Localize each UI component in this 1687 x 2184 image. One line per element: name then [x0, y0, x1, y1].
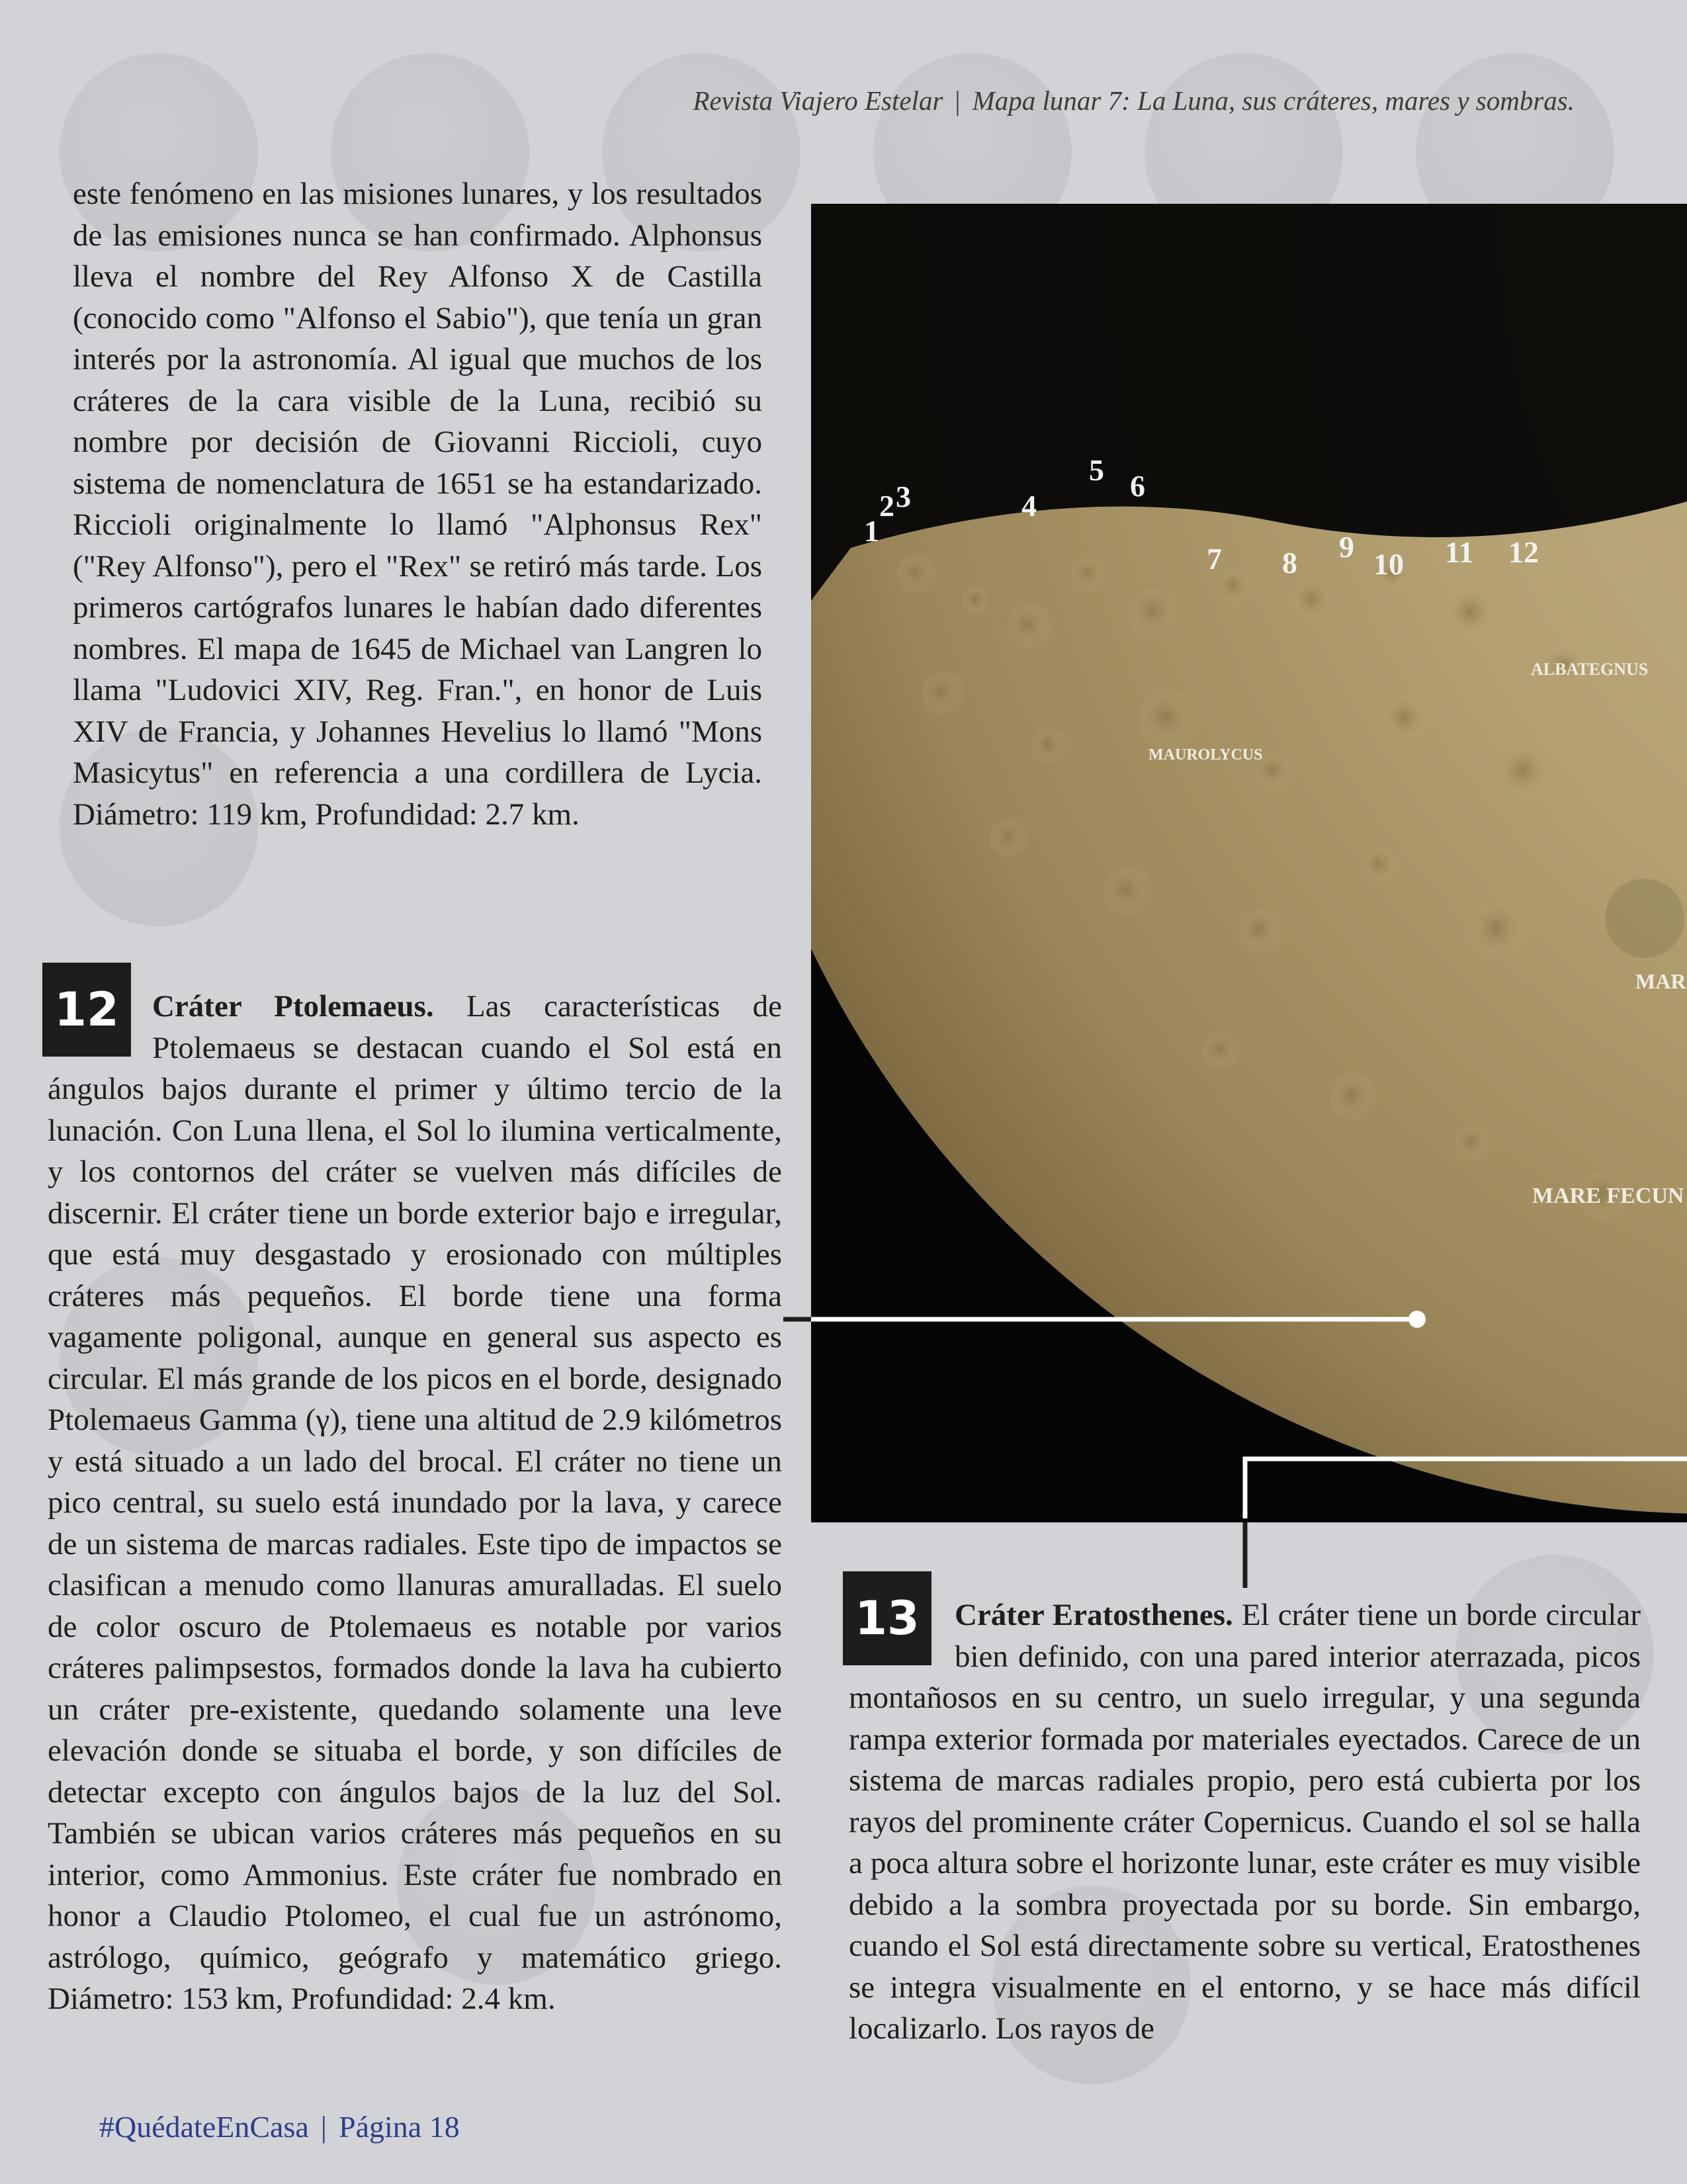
section-12-title: Cráter Ptolemaeus.	[152, 989, 434, 1024]
leader-dot-12	[1408, 1311, 1426, 1328]
leader-line-13	[1245, 1459, 1687, 1518]
header-separator: |	[955, 85, 961, 116]
crater-number-10: 10	[1373, 547, 1404, 581]
section-13-paragraph	[849, 1594, 1641, 2050]
crater-number-4: 4	[1021, 489, 1037, 523]
crater-number-9: 9	[1339, 530, 1354, 564]
footer-hashtag: #QuédateEnCasa	[99, 2110, 309, 2144]
crater-number-7: 7	[1207, 542, 1222, 576]
crater-number-12: 12	[1508, 535, 1539, 569]
label-mare: MAR	[1635, 969, 1686, 993]
crater-number-6: 6	[1130, 469, 1145, 503]
crater-number-1: 1	[864, 514, 879, 548]
label-maurolycus: MAUROLYCUS	[1148, 746, 1263, 764]
section-title: Mapa lunar 7: La Luna, sus cráteres, mares y sombras.	[972, 85, 1575, 116]
section-number-badge-13: 13	[843, 1571, 931, 1665]
section-12-text: Las características de Ptolemaeus se destacan cuando el Sol está en ángulos bajos durante el primer y último tercio de la lunación. Con Luna llena, el Sol lo ilumina verticalmente, y los contornos del cráter se vuelven más difíciles de discernir. El cráter tiene un borde exterior bajo e irregular, que está muy desgastado y erosionado con múltiples cráteres más pequeños. El borde tiene una forma vagamente poligonal, aunque en general sus aspecto es circular. El más grande de los picos en el borde, designado Ptolemaeus Gamma (γ), tiene una altitud de 2.9 kilómetros y está situado a un lado del brocal. El cráter no tiene un pico central, su suelo está inundado por la lava, y carece de un sistema de marcas radiales. Este tipo de impactos se clasifican a menudo como llanuras amuralladas. El suelo de color oscuro de Ptolemaeus es notable por varios cráteres palimpsestos, formados donde la lava ha cubierto un cráter pre-existente, quedando solamente una leve elevación donde se situaba el borde, y son difíciles de detectar excepto con ángulos bajos de la luz del Sol. También se ubican varios cráteres más pequeños en su interior, como Ammonius. Este cráter fue nombrado en honor a Claudio Ptolomeo, el cual fue un astrónomo, astrólogo, químico, geógrafo y matemático griego. Diámetro: 153 km, Profundidad: 2.4 km.	[48, 989, 782, 2016]
label-albategnius: ALBATEGNUS	[1531, 660, 1649, 679]
page-number: Página 18	[339, 2110, 460, 2144]
crater-number-5: 5	[1089, 453, 1104, 487]
magazine-name: Revista Viajero Estelar	[693, 85, 943, 116]
section-13-title: Cráter Eratosthenes.	[955, 1598, 1233, 1632]
crater-number-2: 2	[879, 489, 894, 523]
intro-paragraph: este fenómeno en las misiones lunares, y los resultados de las emisiones nunca se han confirmado. Alphonsus lleva el nombre del Rey Alfonso X de Castilla (conocido como "Alfonso el Sabio"), que tenía un gran interés por la astronomía. Al igual que muchos de los cráteres de la cara visible de la Luna, recibió su nombre por decisión de Giovanni Riccioli, cuyo sistema de nomenclatura de 1651 se ha estandarizado. Riccioli originalmente lo llamó "Alphonsus Rex" ("Rey Alfonso"), pero el "Rex" se retiró más tarde. Los primeros cartógrafos lunares le habían dado diferentes nombres. El mapa de 1645 de Michael van Langren lo llama "Ludovici XIV, Reg. Fran.", en honor de Luis XIV de Francia, y Johannes Hevelius lo llamó "Mons Masicytus" en referencia a una cordillera de Lycia. Diámetro: 119 km, Profundidad: 2.7 km.	[73, 177, 762, 832]
crater-number-3: 3	[896, 480, 911, 513]
label-mare-fecunditatis: MARE FECUN	[1532, 1184, 1684, 1208]
crater-number-11: 11	[1445, 535, 1474, 569]
page-footer	[99, 2109, 460, 2144]
crater-number-8: 8	[1282, 546, 1297, 580]
section-number-badge-12: 12	[42, 963, 131, 1057]
footer-separator: |	[320, 2110, 327, 2144]
section-13-text: El cráter tiene un borde circular bien definido, con una pared interior aterrazada, picos montañosos en su centro, un suelo irregular, y una segunda rampa exterior formada por materiales eyectados. Carece de un sistema de marcas radiales propio, pero está cubierta por los rayos del prominente cráter Copernicus. Cuando el sol se halla a poca altura sobre el horizonte lunar, este cráter es muy visible debido a la sombra proyectada por su borde. Sin embargo, cuando el Sol está directamente sobre su vertical, Eratosthenes se integra visualmente en el entorno, y se hace más difícil localizarlo. Los rayos de	[849, 1598, 1641, 2046]
badge-spacer	[849, 1594, 955, 1677]
